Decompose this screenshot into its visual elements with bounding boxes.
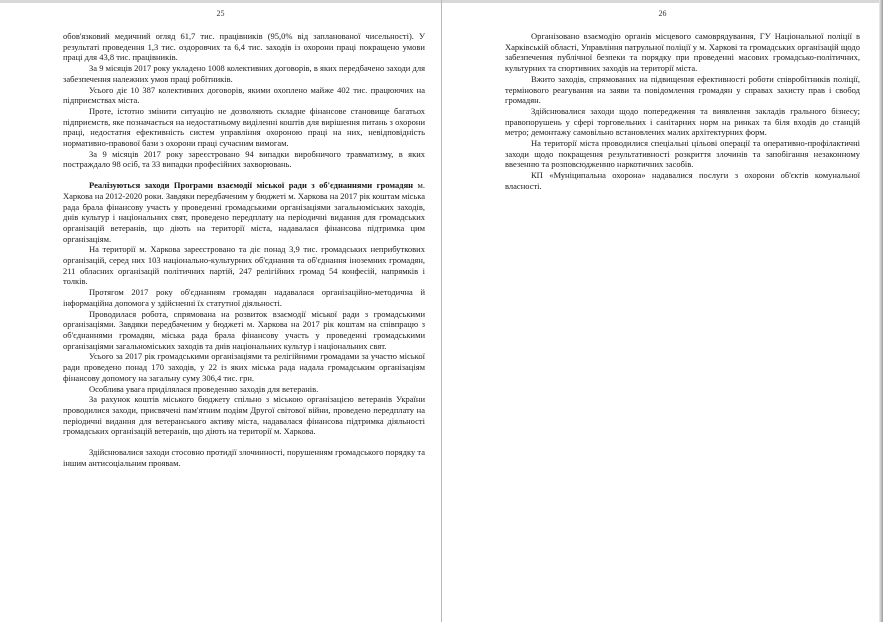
page-body [63, 31, 425, 468]
paragraph-text: Протягом 2017 року об'єднанням громадян надавалася організаційно-методична й інформаційна допомога у здійсненні їх статутної діяльності. [63, 287, 425, 308]
page-body [505, 31, 860, 192]
paragraph [505, 138, 860, 170]
paragraph [63, 309, 425, 352]
paragraph [63, 447, 425, 468]
paragraph-text: КП «Муніципальна охорона» надавалися послуги з охорони об'єктів комунальної власності. [505, 170, 860, 191]
paragraph [63, 384, 425, 395]
page-right [442, 0, 883, 622]
paragraph-text: За 9 місяців 2017 року зареєстровано 94 випадки виробничого травматизму, в яких постраждало 98 осіб, та 33 випадки професійних захворювань. [63, 148, 425, 170]
paragraph-text: Проте, істотно змінити ситуацію не дозволяють складне фінансове становище багатьох підприємств, яке позначається на недостатньому виділенні коштів для вирішення питань з охорони праці, недостатня ефективність систем управління охороною праці на них, невідповідність нормативно-правової бази з охорони праці сучасним вимогам. [63, 105, 425, 149]
paragraph-text: Здійснювалися заходи щодо попередження та виявлення закладів грального бізнесу; правопорушень у сфері торговельних і санітарних норм на ринках та біля входів до станцій метро; демонтажу самовільно встановлених малих архітектурних форм. [505, 105, 860, 138]
paragraph [63, 63, 425, 84]
paragraph [505, 74, 860, 106]
paragraph-text: Здійснювалися заходи стосовно протидії злочинності, порушенням громадського порядку та іншим антисоціальним проявам. [63, 447, 425, 468]
paragraph [63, 394, 425, 437]
page-left [0, 0, 441, 622]
paragraph-bold-lead: Реалізуються заходи Програми взаємодії міської ради з об'єднаннями громадян [89, 180, 414, 191]
paragraph [63, 180, 425, 244]
paragraph-text: На території міста проводилися спеціальні цільові операції та оперативно-профілактичні заходи щодо покращення результативності розкриття злочинів та запобігання незаконному ввезенню та розповсюдженню наркотичних засобів. [505, 138, 860, 170]
paragraph [63, 85, 425, 106]
paragraph [63, 244, 425, 287]
paragraph [63, 31, 425, 63]
page-number: 25 [216, 9, 225, 18]
paragraph [63, 287, 425, 308]
paragraph-text: м. Харкова на 2012-2020 роки. Завдяки передбаченим у бюджеті м. Харкова на 2017 рік коштам міська рада брала фінансову участь у проведенні громадськими організаціями загальноміських заходів, днів культур і національних свят, проведено передплату на періодичні видання для громадських організацій ветеранів, що діють на території міста, надавалася фінансова підтримка цим організаціям. [63, 180, 425, 244]
paragraph-text: Вжито заходів, спрямованих на підвищення ефективності роботи співробітників поліції, термінового реагування на заяви та повідомлення громадян у справах захисту прав і свобод громадян. [505, 73, 860, 106]
paragraph [505, 170, 860, 191]
paragraph-text: За рахунок коштів міського бюджету спільно з міською організацією ветеранів України проводилися заходи, присвячені пам'ятним подіям Другої світової війни, проведено передплату на періодичні видання для ветеранського активу міста, надавалася фінансова підтримка діяльності громадських організацій ветеранів, що діють на території м. Харкова. [63, 394, 425, 437]
paragraph-text: обов'язковий медичний огляд 61,7 тис. працівників (95,0% від запланованої чисельності). У результаті проведення 1,3 тис. оздоровчих та 6,4 тис. заходів із охорони праці покращено умови праці для 43,8 тис. працівників. [63, 31, 425, 63]
paragraph-text: На території м. Харкова зареєстровано та діє понад 3,9 тис. громадських неприбуткових організацій, серед них 103 національно-культурних об'єднання та об'єднання іноземних громадян, 211 обласних організацій політичних партій, 247 релігійних громад 54 конфесій, напрямків і толків. [63, 244, 425, 287]
paragraph [63, 149, 425, 170]
page-number: 26 [658, 9, 667, 18]
paragraph-text: Організовано взаємодію органів місцевого самоврядування, ГУ Національної поліції в Харківській області, Управління патрульної поліції у м. Харкові та громадських організацій щодо забезпечення публічної безпеки та порядку при проведенні масових громадсько-політичних, культурних та спортивних заходів на території міста. [505, 31, 860, 74]
paragraph [505, 31, 860, 74]
paragraph-text: Усього за 2017 рік громадськими організаціями та релігійними громадами за участю міської ради проведено понад 170 заходів, у 22 із яких міська рада надала громадським організаціям фінансову допомогу на загальну суму 306,4 тис. грн. [63, 351, 425, 383]
paragraph [505, 106, 860, 138]
paragraph-text: За 9 місяців 2017 року укладено 1008 колективних договорів, в яких передбачено заходи для забезпечення належних умов праці робітників. [63, 63, 425, 84]
paragraph-text: Проводилася робота, спрямована на розвиток взаємодії міської ради з громадськими організаціями. Завдяки передбаченим у бюджеті м. Харкова на 2017 рік коштам на співпрацю з об'єднаннями громадян, міська рада брала фінансову участь у проведенні громадськими організаціями загальноміських заходів та днів національних культур і національних свят. [63, 308, 425, 351]
paragraph-text: Усього діє 10 387 колективних договорів, якими охоплено майже 402 тис. працюючих на підприємствах міста. [63, 84, 425, 106]
paragraph [63, 351, 425, 383]
paragraph-text: Особлива увага приділялася проведенню заходів для ветеранів. [89, 383, 319, 394]
paragraph [63, 106, 425, 149]
scan-right-edge [879, 0, 883, 622]
